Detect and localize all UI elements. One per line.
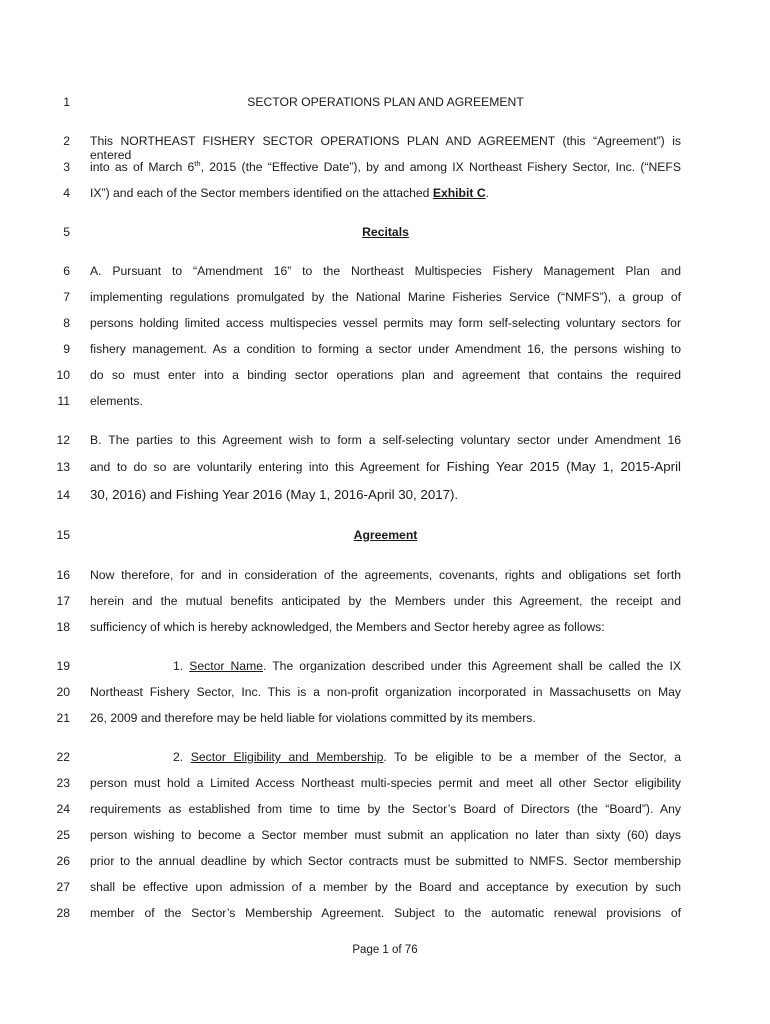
exhibit-c-reference: Exhibit C [432, 186, 486, 200]
line-number: 17 [56, 594, 70, 608]
agreement-heading: Agreement [353, 528, 418, 542]
recital-b-line: 30, 2016) and Fishing Year 2016 (May 1, 2016-April 30, 2017). [90, 487, 459, 502]
page-footer: Page 1 of 76 [352, 944, 418, 956]
line-number: 9 [63, 342, 70, 356]
line-number: 22 [56, 750, 70, 764]
line-number: 28 [56, 906, 70, 920]
line-number: 3 [63, 160, 70, 174]
line-number: 16 [56, 568, 70, 582]
recital-a-line: do so must enter into a binding sector operations plan and agreement that contains the required [90, 368, 681, 382]
section-1-heading: Sector Name [189, 659, 264, 673]
document-title: SECTOR OPERATIONS PLAN AND AGREEMENT [247, 95, 524, 109]
section-1-line: Northeast Fishery Sector, Inc. This is a non-profit organization incorporated in Massachusetts on May [90, 685, 681, 699]
line-number: 24 [56, 802, 70, 816]
line-number: 14 [56, 488, 70, 502]
recital-a-line: elements. [90, 394, 143, 408]
agreement-line: herein and the mutual benefits anticipated by the Members under this Agreement, the receipt and [90, 594, 681, 608]
line-number: 13 [56, 460, 70, 474]
agreement-line: Now therefore, for and in consideration of the agreements, covenants, rights and obligations set forth [90, 568, 681, 582]
recital-a-line: implementing regulations promulgated by the National Marine Fisheries Service (“NMFS”), a group of [90, 290, 681, 304]
line-number: 6 [63, 264, 70, 278]
line-number: 27 [56, 880, 70, 894]
line-number: 10 [56, 368, 70, 382]
section-2-heading: Sector Eligibility and Membership [190, 750, 384, 764]
section-2-line: prior to the annual deadline by which Sector contracts must be submitted to NMFS. Sector membership [90, 854, 681, 868]
recital-a-line: A. Pursuant to “Amendment 16” to the Northeast Multispecies Fishery Management Plan and [90, 264, 681, 278]
section-1-line: 1. Sector Name. The organization described under this Agreement shall be called the IX [173, 659, 681, 673]
line-number: 25 [56, 828, 70, 842]
recital-b-line: B. The parties to this Agreement wish to form a self-selecting voluntary sector under Amendment 16 [90, 433, 681, 447]
line-number: 8 [63, 316, 70, 330]
agreement-line: sufficiency of which is hereby acknowledged, the Members and Sector hereby agree as follows: [90, 620, 605, 634]
line-number: 26 [56, 854, 70, 868]
line-number: 20 [56, 685, 70, 699]
recital-b-line: and to do so are voluntarily entering into this Agreement for Fishing Year 2015 (May 1, 2015-April [90, 459, 681, 474]
line-number: 21 [56, 711, 70, 725]
line-number: 11 [57, 394, 70, 408]
line-number: 2 [63, 134, 70, 148]
section-2-line: person wishing to become a Sector member must submit an application no later than sixty (60) days [90, 828, 681, 842]
line-number: 7 [63, 290, 70, 304]
section-2-line: member of the Sector’s Membership Agreement. Subject to the automatic renewal provisions of [90, 906, 681, 920]
intro-line: This NORTHEAST FISHERY SECTOR OPERATIONS PLAN AND AGREEMENT (this “Agreement”) is entered [90, 134, 681, 162]
line-number: 5 [63, 225, 70, 239]
line-number: 1 [63, 95, 70, 109]
section-2-line: 2. Sector Eligibility and Membership. To be eligible to be a member of the Sector, a [173, 750, 681, 764]
line-number: 19 [56, 659, 70, 673]
recitals-heading: Recitals [362, 225, 409, 239]
recital-a-line: fishery management. As a condition to forming a sector under Amendment 16, the persons wishing to [90, 342, 681, 356]
line-number: 23 [56, 776, 70, 790]
section-2-line: requirements as established from time to time by the Sector’s Board of Directors (the “Board”). Any [90, 802, 681, 816]
intro-line: IX”) and each of the Sector members identified on the attached Exhibit C. [90, 186, 490, 200]
line-number: 15 [56, 528, 70, 542]
line-number: 4 [63, 186, 70, 200]
line-number: 12 [56, 433, 70, 447]
section-2-line: shall be effective upon admission of a member by the Board and acceptance by execution by such [90, 880, 681, 894]
recital-a-line: persons holding limited access multispecies vessel permits may form self-selecting voluntary sectors for [90, 316, 681, 330]
section-1-line: 26, 2009 and therefore may be held liable for violations committed by its members. [90, 711, 536, 725]
intro-line: into as of March 6th, 2015 (the “Effective Date”), by and among IX Northeast Fishery Sector, Inc. (“NEFS [90, 158, 681, 174]
section-2-line: person must hold a Limited Access Northeast multi-species permit and meet all other Sector eligibility [90, 776, 681, 790]
line-number: 18 [56, 620, 70, 634]
